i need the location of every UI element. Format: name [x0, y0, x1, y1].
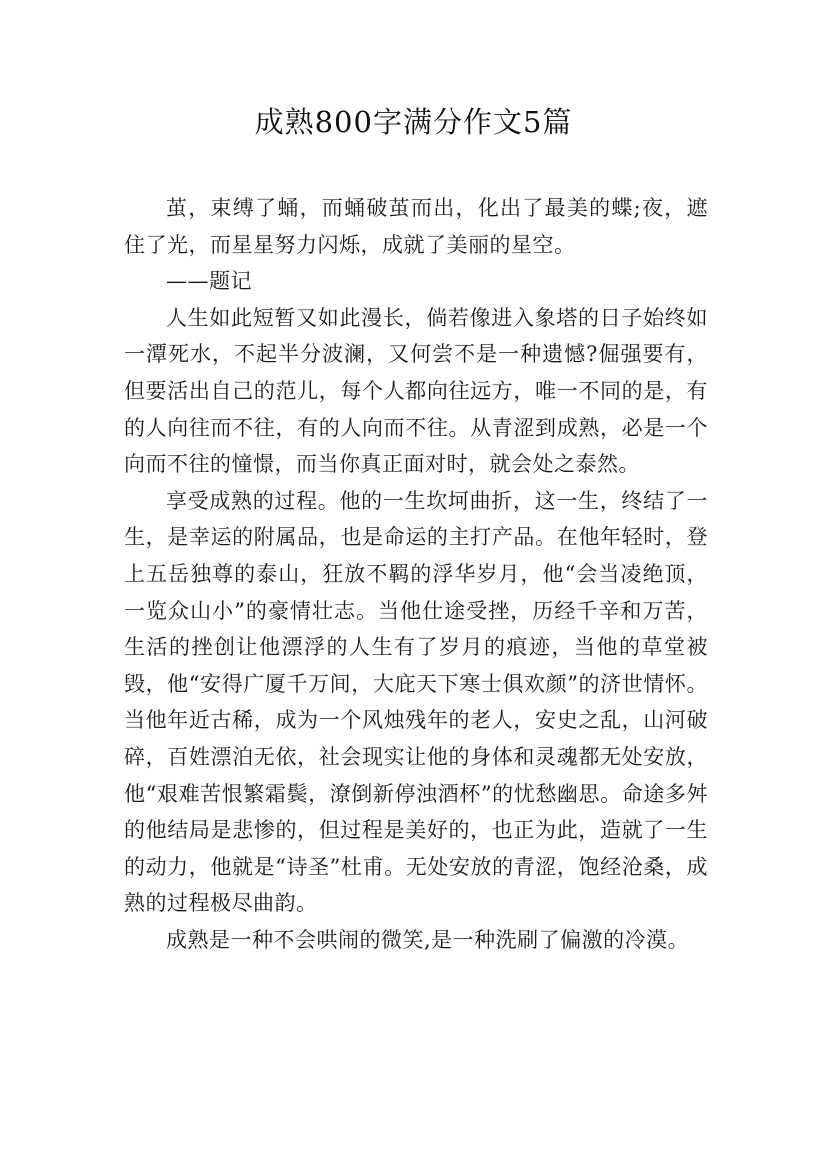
paragraph-du-fu: 享受成熟的过程。他的一生坎坷曲折，这一生，终结了一生，是幸运的附属品，也是命运的主打产品。在他年轻时，登上五岳独尊的泰山，狂放不羁的浮华岁月，他“会当凌绝顶，一览众山小”的豪情壮志。当他仕途受挫，历经千辛和万苦，生活的挫创让他漂浮的人生有了岁月的痕迹，当他的草堂被毁，他“安得广厦千万间，大庇天下寒士俱欢颜”的济世情怀。当他年近古稀，成为一个风烛残年的老人，安史之乱，山河破碎，百姓漂泊无依，社会现实让他的身体和灵魂都无处安放，他“艰难苦恨繁霜鬓，潦倒新停浊酒杯”的忧愁幽思。命途多舛的他结局是悲惨的，但过程是美好的，也正为此，造就了一生的动力，他就是“诗圣”杜甫。无处安放的青涩，饱经沧桑，成熟的过程极尽曲韵。: [124, 488, 708, 916]
article-body: [124, 190, 708, 958]
paragraph-epigraph-credit: ——题记: [166, 269, 252, 294]
paragraph-life: 人生如此短暂又如此漫长，倘若像进入象塔的日子始终如一潭死水，不起半分波澜，又何尝不是一种遗憾?倔强要有，但要活出自己的范儿，每个人都向往远方，唯一不同的是，有的人向往而不往，有的人向而不往。从青涩到成熟，必是一个向而不往的憧憬，而当你真正面对时，就会处之泰然。: [124, 305, 708, 477]
paragraph-maturity: 成熟是一种不会哄闹的微笑,是一种洗刷了偏激的冷漠。: [166, 927, 690, 952]
page-title: 成熟800字满分作文5篇: [254, 105, 573, 139]
paragraph-intro: 茧，束缚了蛹，而蛹破茧而出，化出了最美的蝶;夜，遮住了光，而星星努力闪烁，成就了美丽的星空。: [124, 196, 708, 257]
